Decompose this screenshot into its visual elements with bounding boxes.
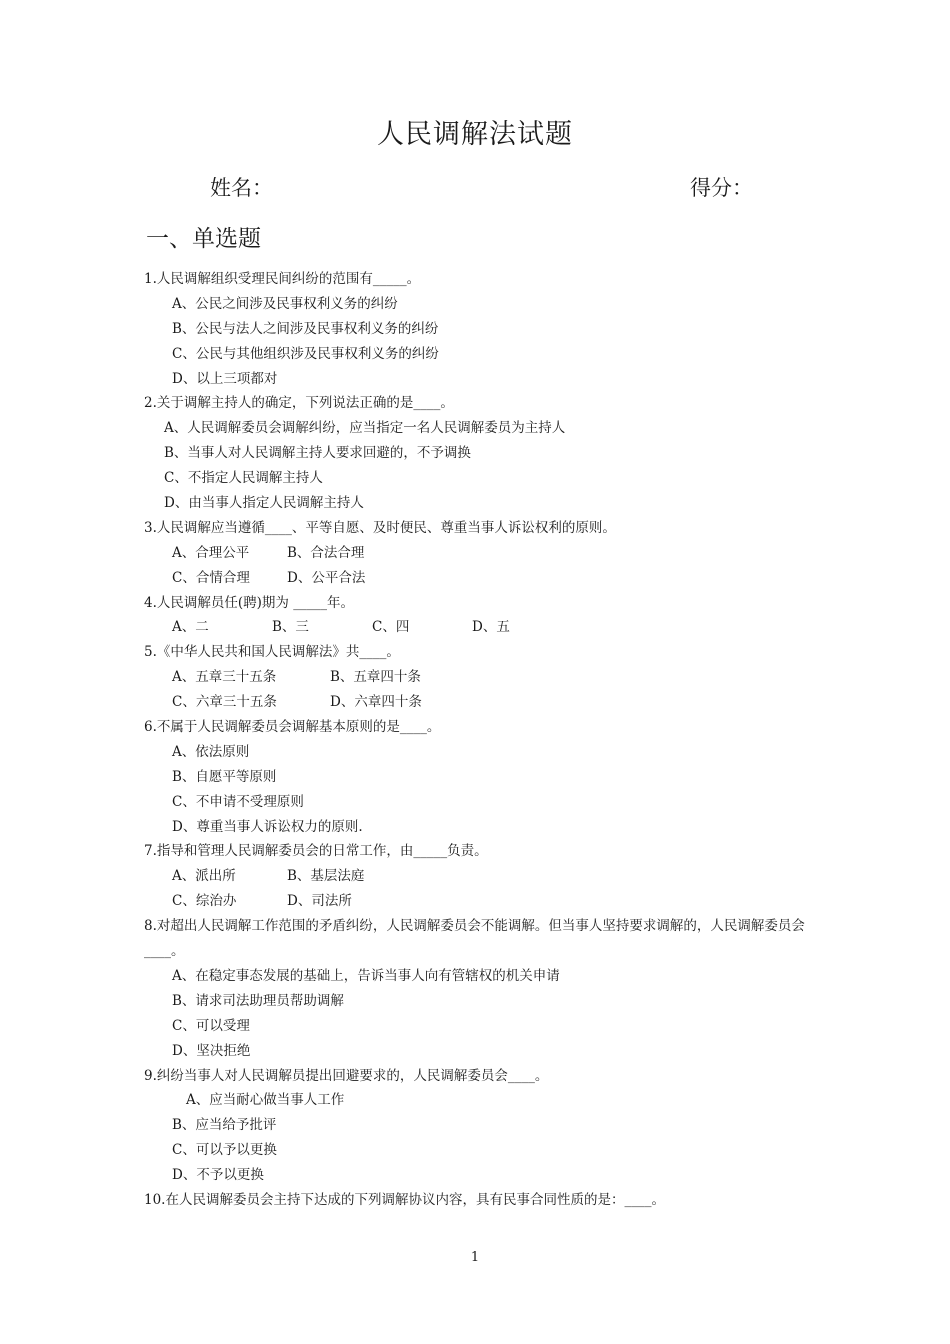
q2-option-d: D、由当事人指定人民调解主持人 — [164, 495, 364, 512]
q9-option-c: C、可以予以更换 — [172, 1142, 277, 1159]
q2-option-b: B、当事人对人民调解主持人要求回避的，不予调换 — [164, 445, 471, 462]
q5-options-row-2 — [144, 690, 824, 715]
q8-option-b: B、请求司法助理员帮助调解 — [172, 992, 344, 1009]
score-label: 得分： — [690, 176, 753, 200]
q1-option-c: C、公民与其他组织涉及民事权利义务的纠纷 — [172, 345, 439, 362]
q6-option-a: A、依法原则 — [172, 743, 250, 760]
question-3: 3.人民调解应当遵循____、平等自愿、及时便民、尊重当事人诉讼权利的原则。 — [144, 519, 616, 536]
q9-option-a: A、应当耐心做当事人工作 — [186, 1092, 345, 1109]
q5-options-row-1 — [144, 665, 824, 690]
question-1: 1.人民调解组织受理民间纠纷的范围有_____。 — [144, 271, 421, 287]
q5-option-b: B、五章四十条 — [330, 669, 421, 686]
q4-options-row — [144, 615, 824, 640]
question-8: 8.对超出人民调解工作范围的矛盾纠纷，人民调解委员会不能调解。但当事人坚持要求调解的，人民调解委员会____。 — [144, 918, 805, 960]
question-4: 4.人民调解员任(聘)期为 _____年。 — [144, 594, 354, 611]
q8-option-c: C、可以受理 — [172, 1017, 250, 1034]
q3-options-row-2 — [144, 566, 824, 591]
q1-option-a: A、公民之间涉及民事权利义务的纠纷 — [172, 295, 398, 312]
q7-option-b: B、基层法庭 — [287, 868, 365, 885]
q7-option-a: A、派出所 — [172, 868, 236, 885]
q4-option-c: C、四 — [372, 619, 410, 636]
q6-option-b: B、自愿平等原则 — [172, 768, 277, 785]
question-5: 5.《中华人民共和国人民调解法》共____。 — [144, 644, 400, 661]
question-list — [144, 267, 824, 1213]
q3-option-c: C、合情合理 — [172, 569, 250, 586]
question-6: 6.不属于人民调解委员会调解基本原则的是____。 — [144, 719, 441, 736]
page-number: 1 — [470, 1250, 480, 1265]
q5-option-a: A、五章三十五条 — [172, 669, 277, 686]
q6-option-c: C、不申请不受理原则 — [172, 793, 304, 810]
q7-option-d: D、司法所 — [287, 893, 352, 910]
q4-option-b: B、三 — [272, 619, 309, 636]
q9-option-b: B、应当给予批评 — [172, 1117, 277, 1134]
q2-option-a: A、人民调解委员会调解纠纷，应当指定一名人民调解委员为主持人 — [164, 420, 566, 437]
question-9: 9.纠纷当事人对人民调解员提出回避要求的，人民调解委员会____。 — [144, 1067, 549, 1084]
q7-options-row-2 — [144, 889, 824, 914]
question-2: 2.关于调解主持人的确定，下列说法正确的是____。 — [144, 395, 454, 412]
q5-option-c: C、六章三十五条 — [172, 694, 277, 711]
question-10: 10.在人民调解委员会主持下达成的下列调解协议内容，具有民事合同性质的是：____。 — [144, 1191, 665, 1208]
q4-option-d: D、五 — [472, 619, 510, 636]
q7-options-row-1 — [144, 864, 824, 889]
q9-option-d: D、不予以更换 — [172, 1167, 264, 1184]
section-title: 一、单选题 — [146, 226, 261, 252]
question-7: 7.指导和管理人民调解委员会的日常工作，由_____负责。 — [144, 843, 488, 860]
q8-option-d: D、坚决拒绝 — [172, 1042, 251, 1059]
q8-option-a: A、在稳定事态发展的基础上，告诉当事人向有管辖权的机关申请 — [172, 967, 560, 984]
q4-option-a: A、二 — [172, 619, 209, 636]
q2-option-c: C、不指定人民调解主持人 — [164, 470, 323, 487]
q3-option-a: A、合理公平 — [172, 544, 250, 561]
page-title: 人民调解法试题 — [377, 119, 573, 150]
q6-option-d: D、尊重当事人诉讼权力的原则. — [172, 818, 363, 835]
q1-option-d: D、以上三项都对 — [172, 370, 278, 387]
q3-option-b: B、合法合理 — [287, 544, 365, 561]
q3-options-row-1 — [144, 541, 824, 566]
q1-option-b: B、公民与法人之间涉及民事权利义务的纠纷 — [172, 320, 439, 337]
q3-option-d: D、公平合法 — [287, 569, 366, 586]
q5-option-d: D、六章四十条 — [330, 694, 422, 711]
name-label: 姓名： — [210, 176, 273, 200]
q7-option-c: C、综治办 — [172, 893, 237, 910]
